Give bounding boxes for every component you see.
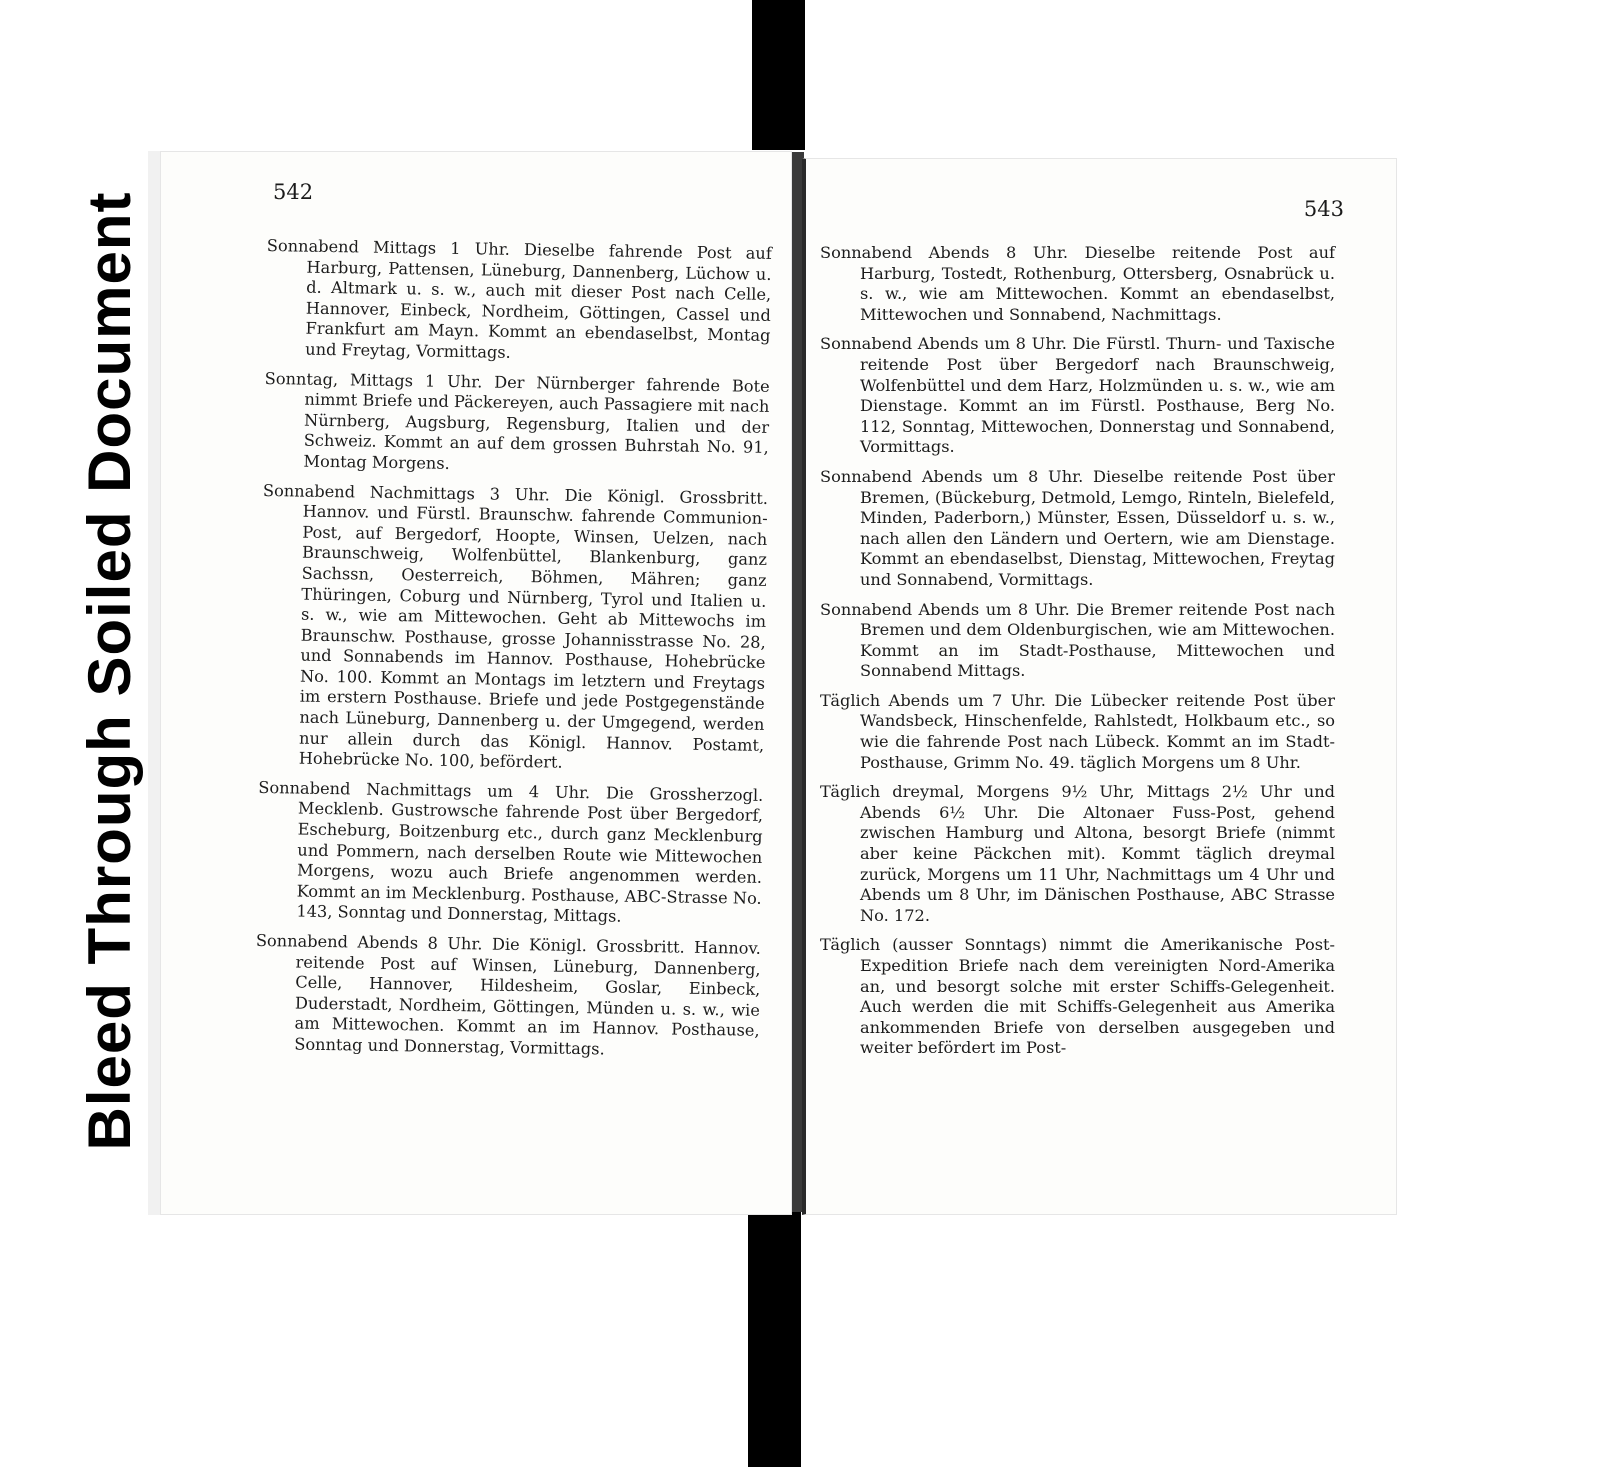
schedule-entry: Täglich Abends um 7 Uhr. Die Lübecker reitende Post über Wandsbeck, Hinschenfelde, Rahlstedt, Holkbaum etc., so wie die fahrende Post nach Lübeck. Kommt an im Stadt-Posthause, Grimm No. 49. täglich Morgens um 8 Uhr. (820, 690, 1335, 772)
schedule-entry: Sonnabend Abends 8 Uhr. Dieselbe reitende Post auf Harburg, Tostedt, Rothenburg, Ottersberg, Osnabrück u. s. w., wie am Mittewochen. Kommt an ebendaselbst, Mittewochen und Sonnabend, Nachmittags. (820, 243, 1335, 324)
schedule-entry: Sonnabend Mittags 1 Uhr. Dieselbe fahrende Post auf Harburg, Pattensen, Lüneburg, Dannenberg, Lüchow u. d. Altmark u. s. w., auch mit dieser Post nach Celle, Hannover, Einbeck, Nordheim, Göttingen, Cassel und Frankfurt am Mayn. Kommt an ebendaselbst, Montag und Freytag, Vormittags. (266, 236, 772, 362)
schedule-entry: Sonnabend Abends 8 Uhr. Die Königl. Grossbritt. Hannov. reitende Post auf Winsen, Lüneburg, Dannenberg, Celle, Hannover, Hildesheim, Goslar, Einbeck, Duderstadt, Nordheim, Göttingen, Münden u. s. w., wie am Mittewochen. Kommt an im Hannov. Posthause, Sonntag und Donnerstag, Vormittags. (255, 930, 762, 1059)
schedule-entry: Sonnabend Abends um 8 Uhr. Die Bremer reitende Post nach Bremen und dem Oldenburgischen, wie am Mittewochen. Kommt an im Stadt-Posthause, Mittewochen und Sonnabend Mittags. (820, 599, 1335, 681)
left-page-entries (254, 236, 772, 1071)
binding-spine-top (752, 0, 805, 150)
schedule-entry: Sonnabend Abends um 8 Uhr. Die Fürstl. Thurn- und Taxische reitende Post über Bergedorf nach Braunschweig, Wolfenbüttel und dem Harz, Holzmünden u. s. w., wie am Dienstage. Kommt an im Fürstl. Posthause, Berg No. 112, Sonntag, Mittewochen, Donnerstag und Sonnabend, Vormittags. (820, 334, 1335, 457)
right-page (802, 158, 1397, 1215)
schedule-entry: Sonntag, Mittags 1 Uhr. Der Nürnberger fahrende Bote nimmt Briefe und Päckereyen, auch Passagiere mit nach Nürnberg, Augsburg, Regensburg, Italien und der Schweiz. Kommt an auf dem grossen Buhrstah No. 91, Montag Morgens. (264, 368, 770, 473)
page-number-left: 542 (273, 180, 314, 204)
schedule-entry: Täglich dreymal, Morgens 9½ Uhr, Mittags 2½ Uhr und Abends 6½ Uhr. Die Altonaer Fuss-Post, gehend zwischen Hamburg und Altona, besorgt Briefe (nimmt aber keine Päckchen mit). Kommt täglich dreymal zurück, Morgens um 11 Uhr, Nachmittags um 4 Uhr und Abends um 8 Uhr, im Dänischen Posthause, ABC Strasse No. 172. (820, 782, 1335, 925)
binding-spine-bottom (748, 1210, 801, 1467)
schedule-entry: Sonnabend Nachmittags 3 Uhr. Die Königl. Grossbritt. Hannov. und Fürstl. Braunschw. fahrende Communion-Post, auf Bergedorf, Hoopte, Winsen, Uelzen, nach Braunschweig, Wolfenbüttel, Blankenburg, ganz Sachssn, Oesterreich, Böhmen, Mähren; ganz Thüringen, Coburg und Nürnberg, Tyrol und Italien u. s. w., wie am Mittewochen. Geht ab Mittewochs im Braunschw. Posthause, grosse Johannisstrasse No. 28, und Sonnabends im Hannov. Posthause, Hohebrücke No. 100. Kommt an Montags im letztern und Freytags im erstern Posthause. Briefe und jede Postgegenstände nach Lüneburg, Dannenberg u. der Umgegend, werden nur allein durch das Königl. Hannov. Postamt, Hohebrücke No. 100, befördert. (262, 480, 769, 772)
bleed-through-stamp (70, 166, 150, 1176)
schedule-entry: Sonnabend Abends um 8 Uhr. Dieselbe reitende Post über Bremen, (Bückeburg, Detmold, Lemgo, Rinteln, Bielefeld, Minden, Paderborn,) Münster, Essen, Düsseldorf u. s. w., nach allen den Ländern und Oertern, wie am Dienstage. Kommt an ebendaselbst, Dienstag, Mittewochen, Freytag und Sonnabend, Vormittags. (820, 466, 1335, 589)
page-number-right: 543 (1303, 197, 1344, 221)
left-page (160, 151, 792, 1215)
schedule-entry: Täglich (ausser Sonntags) nimmt die Amerikanische Post-Expedition Briefe nach dem vereinigten Nord-Amerika an, und besorgt solche mit erster Schiffs-Gelegenheit. Auch werden die mit Schiffs-Gelegenheit aus Amerika ankommenden Briefe von derselben ausgegeben und weiter befördert im Post- (820, 935, 1335, 1058)
stamp-label: Bleed Through Soiled Document (76, 191, 143, 1151)
right-page-entries (820, 243, 1335, 1068)
schedule-entry: Sonnabend Nachmittags um 4 Uhr. Die Grossherzogl. Mecklenb. Gustrowsche fahrende Post über Bergedorf, Escheburg, Boitzenburg etc., durch ganz Mecklenburg und Pommern, nach derselben Route wie Mittewochen Morgens, wozu auch Briefe angenommen werden. Kommt an im Mecklenburg. Posthause, ABC-Strasse No. 143, Sonntag und Donnerstag, Mittags. (258, 777, 764, 927)
